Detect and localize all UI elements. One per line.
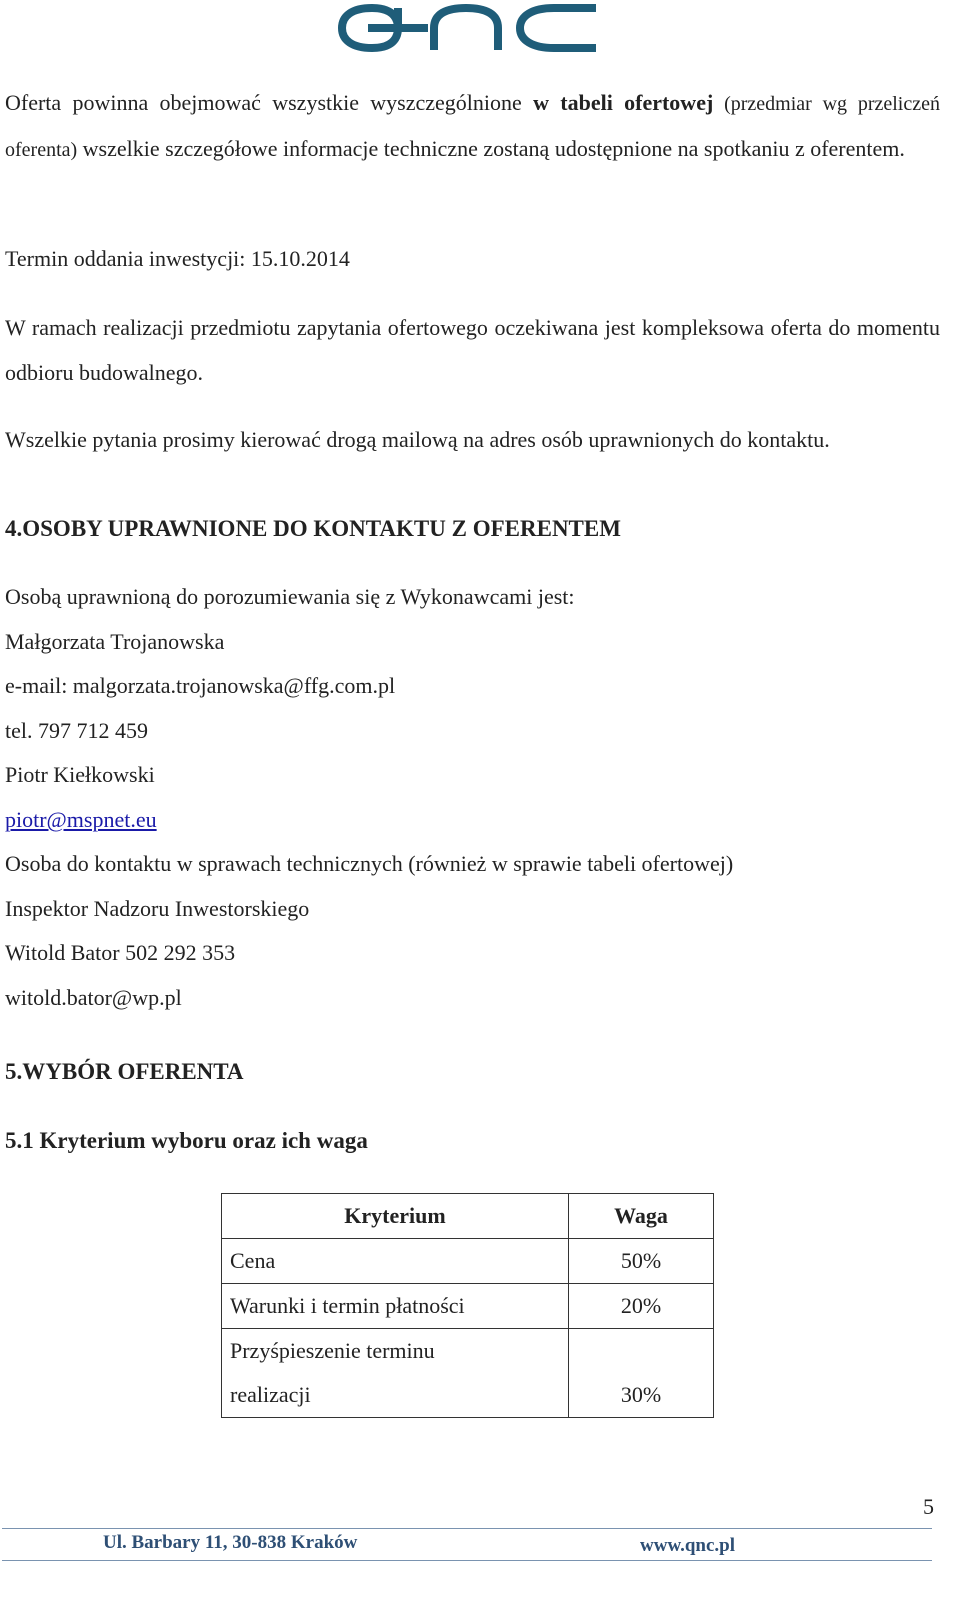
table-row [222, 1284, 714, 1329]
footer-divider-top [2, 1528, 932, 1529]
section5-heading: 5.WYBÓR OFERENTA [5, 1059, 244, 1084]
cell-weight: 30% [569, 1329, 714, 1418]
cell-criterion-line1: Przyśpieszenie terminu [230, 1338, 435, 1363]
cell-weight: 20% [569, 1284, 714, 1329]
cell-criterion: Cena [222, 1239, 569, 1284]
header-weight: Waga [569, 1194, 714, 1239]
offer-text-a: Oferta powinna obejmować wszystkie wyszczególnione [5, 90, 534, 115]
deadline-paragraph: Termin oddania inwestycji: 15.10.2014 [5, 246, 350, 271]
footer-divider-bottom [2, 1560, 932, 1561]
table-header-row [222, 1194, 714, 1239]
table-row [222, 1329, 714, 1418]
scope-paragraph: W ramach realizacji przedmiotu zapytania ofertowego oczekiwana jest kompleksowa oferta do momentu odbioru budowalnego. [5, 315, 940, 385]
contact-name-2: Piotr Kiełkowski [5, 762, 155, 787]
contact-technical: Osoba do kontaktu w sprawach technicznych (również w sprawie tabeli ofertowej) [5, 851, 734, 876]
table-row [222, 1239, 714, 1284]
contact-intro: Osobą uprawnioną do porozumiewania się z Wykonawcami jest: [5, 584, 575, 609]
offer-text-c: (przedmiar wg przeliczeń oferenta) [5, 93, 940, 161]
section4-heading: 4.OSOBY UPRAWNIONE DO KONTAKTU Z OFERENTEM [5, 516, 621, 541]
header-criterion: Kryterium [222, 1194, 569, 1239]
cell-weight: 50% [569, 1239, 714, 1284]
criteria-table [221, 1193, 714, 1418]
cell-criterion [222, 1329, 569, 1418]
cell-criterion: Warunki i termin płatności [222, 1284, 569, 1329]
contact-email-1: e-mail: malgorzata.trojanowska@ffg.com.pl [5, 673, 396, 698]
cell-criterion-line2: realizacji [230, 1382, 311, 1407]
contact-name-3: Witold Bator 502 292 353 [5, 940, 236, 965]
section5-subheading: 5.1 Kryterium wyboru oraz ich waga [5, 1128, 368, 1153]
offer-text-d: wszelkie szczegółowe informacje techniczne zostaną udostępnione na spotkaniu z oferentem. [77, 135, 905, 161]
contact-email-3: witold.bator@wp.pl [5, 985, 182, 1010]
contact-tel-1: tel. 797 712 459 [5, 718, 148, 743]
contact-email-2-wrap [5, 805, 157, 835]
offer-paragraph [5, 81, 940, 172]
footer-website[interactable]: www.qnc.pl [640, 1535, 736, 1556]
offer-text-bold: w tabeli ofertowej [533, 90, 714, 115]
contact-inspector: Inspektor Nadzoru Inwestorskiego [5, 896, 310, 921]
contact-email-2-link[interactable]: piotr@mspnet.eu [5, 807, 157, 832]
questions-paragraph: Wszelkie pytania prosimy kierować drogą mailową na adres osób uprawnionych do kontaktu. [5, 427, 830, 452]
page-number: 5 [923, 1494, 934, 1519]
footer-address: Ul. Barbary 11, 30-838 Kraków [103, 1532, 358, 1553]
contact-name-1: Małgorzata Trojanowska [5, 629, 225, 654]
qnc-logo [338, 2, 602, 54]
